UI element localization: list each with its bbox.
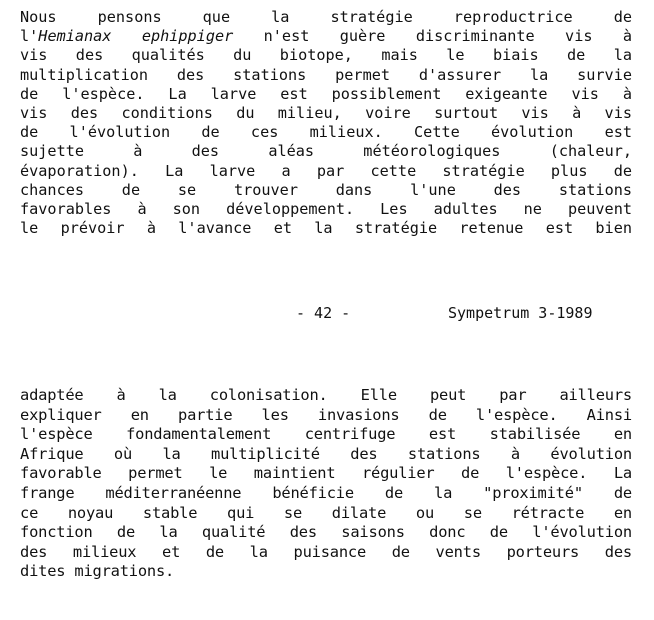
page-footer <box>0 304 654 324</box>
text-line: le prévoir à l'avance et la stratégie retenue est bien <box>20 219 632 238</box>
text-line: favorable permet le maintient régulier de l'espèce. La <box>20 464 632 483</box>
text-line: l'espèce fondamentalement centrifuge est stabilisée en <box>20 425 632 444</box>
text-line: chances de se trouver dans l'une des stations <box>20 180 632 199</box>
journal-reference: Sympetrum 3-1989 <box>448 304 593 322</box>
text-line: favorables à son développement. Les adultes ne peuvent <box>20 200 632 219</box>
text-line: Afrique où la multiplicité des stations à évolution <box>20 444 632 463</box>
paragraph-1 <box>20 8 632 238</box>
text-line: expliquer en partie les invasions de l'espèce. Ainsi <box>20 405 632 424</box>
text-line: vis des qualités du biotope, mais le biais de la <box>20 46 632 65</box>
paragraph-2 <box>20 386 632 582</box>
text-line: dites migrations. <box>20 562 175 581</box>
text-line: de l'évolution de ces milieux. Cette évolution est <box>20 123 632 142</box>
text-line: frange méditerranéenne bénéficie de la "proximité" de <box>20 483 632 502</box>
text-line: multiplication des stations permet d'assurer la survie <box>20 65 632 84</box>
text-line: vis des conditions du milieu, voire surtout vis à vis <box>20 104 632 123</box>
text-line: ce noyau stable qui se dilate ou se rétracte en <box>20 503 632 522</box>
page-number: - 42 - <box>296 304 351 322</box>
species-name: Hemianax ephippiger <box>38 27 234 46</box>
text-line: des milieux et de la puisance de vents porteurs des <box>20 542 632 561</box>
text-line: évaporation). La larve a par cette stratégie plus de <box>20 161 632 180</box>
text-line: sujette à des aléas météorologiques (chaleur, <box>20 142 632 161</box>
text-line-with-species <box>20 27 632 46</box>
line-rest: n'est guère discriminante vis à <box>263 27 632 46</box>
line-prefix: l' <box>20 27 39 46</box>
text-line: Nous pensons que la stratégie reproductrice de <box>20 8 632 26</box>
text-line: de l'espèce. La larve est possiblement exigeante vis à <box>20 84 632 103</box>
text-line: adaptée à la colonisation. Elle peut par ailleurs <box>20 386 632 404</box>
text-line: fonction de la qualité des saisons donc de l'évolution <box>20 523 632 542</box>
